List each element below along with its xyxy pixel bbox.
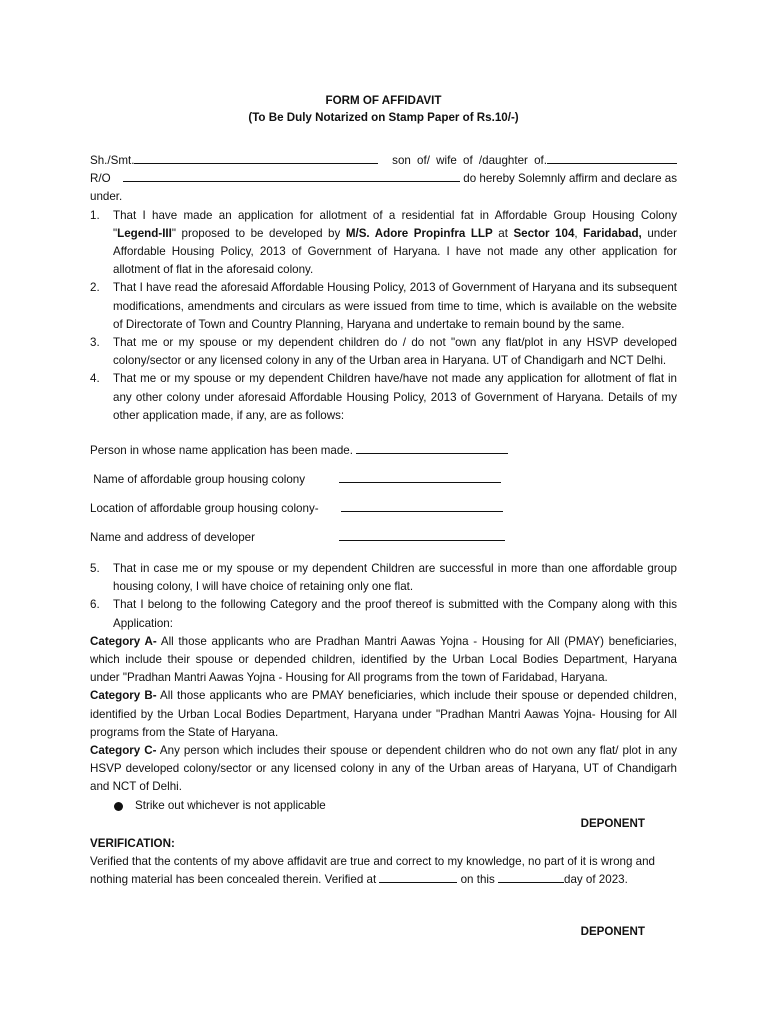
strike-out-note: Strike out whichever is not applicable xyxy=(90,797,677,815)
developer-blank[interactable] xyxy=(339,529,505,541)
category-b: Category B- All those applicants who are PMAY beneficiaries, which include their spouse or depended children, identified by the Urban Local Bodies Department, Haryana under "Pradhan Mantri Aawas Yojna- Housing for All programs from the State of Haryana. xyxy=(90,689,677,739)
category-a: Category A- All those applicants who are Pradhan Mantri Aawas Yojna - Housing for All (PMAY) beneficiaries, which include their spouse or depended children, identified by the Urban Local Bodies Department, Haryana under "Pradhan Mantri Aawas Yojna - Housing for All programs from the town of Faridabad, Haryana. xyxy=(90,634,677,685)
deponent-label-2: DEPONENT xyxy=(580,925,645,939)
declaration-list xyxy=(90,207,677,425)
colony-name: Legend-III xyxy=(117,226,172,240)
field-colony-name: Name of affordable group housing colony xyxy=(90,471,677,489)
intro-sh-smt-label: Sh./Smt. xyxy=(90,154,135,167)
colony-name-blank[interactable] xyxy=(339,471,501,483)
field-developer: Name and address of developer xyxy=(90,529,677,547)
declaration-item-3: 3. That me or my spouse or my dependent children do / do not "own any flat/plot in any HSVP developed colony/sector or any licensed colony in any of the Urban area in Haryana. UT of Chandigarh and NCT Delhi. xyxy=(90,336,677,368)
application-details-fields xyxy=(90,442,677,547)
title-line-1: FORM OF AFFIDAVIT xyxy=(325,94,442,107)
deponent-label-1: DEPONENT xyxy=(580,816,645,830)
intro-affirm-text: do hereby Solemnly affirm and declare as xyxy=(463,172,677,186)
field-colony-location: Location of affordable group housing colony- xyxy=(90,500,677,518)
verification-section xyxy=(90,835,677,889)
verification-heading: VERIFICATION: xyxy=(90,836,175,850)
document-title xyxy=(90,92,677,126)
declaration-item-6: 6. That I belong to the following Category and the proof thereof is submitted with the Company along with this Application: xyxy=(90,598,677,630)
sector-name: Sector 104 xyxy=(513,226,575,240)
category-list xyxy=(90,633,677,797)
developer-name: M/S. Adore Propinfra LLP xyxy=(345,226,493,240)
declaration-item-4: 4. That me or my spouse or my dependent Children have/have not made any application for allotment of flat in any other colony under aforesaid Affordable Housing Policy, 2013 of Government of Haryana. Details of my other application made, if any, are as follows: xyxy=(90,372,677,422)
intro-block xyxy=(90,152,677,207)
name-blank[interactable] xyxy=(134,152,378,164)
declaration-item-1: 1. That I have made an application for allotment of a residential fat in Affordable Group Housing Colony "Legend-III" proposed to be developed by M/S. Adore Propinfra LLP at Sector 104, Faridabad, under Affordable Housing Policy, 2013 of Government of Haryana. I have not made any other application for allotment of flat in the aforesaid colony. xyxy=(90,208,677,277)
field-applicant-name: Person in whose name application has been made. xyxy=(90,442,677,460)
bullet-icon xyxy=(114,802,123,811)
day-blank[interactable] xyxy=(498,871,564,883)
intro-relation-label: son of/ wife of /daughter of. xyxy=(392,154,547,167)
declaration-list-continued xyxy=(90,560,677,633)
declaration-item-2: 2. That I have read the aforesaid Affordable Housing Policy, 2013 of Government of Haryana and its subsequent modifications, amendments and circulars as were issued from time to time, which is available on the website of Directorate of Town and Country Planning, Haryana and undertake to remain bound by the same. xyxy=(90,281,677,331)
title-line-2: (To Be Duly Notarized on Stamp Paper of Rs.10/-) xyxy=(248,111,519,124)
intro-ro-label: R/O xyxy=(90,172,111,186)
residence-blank[interactable] xyxy=(123,170,460,182)
applicant-name-blank[interactable] xyxy=(356,442,508,454)
affidavit-page xyxy=(90,92,677,941)
colony-location-blank[interactable] xyxy=(341,500,503,512)
verification-line-1: Verified that the contents of my above affidavit are true and correct to my knowledge, no part of it is wrong and xyxy=(90,854,655,868)
declaration-item-5: 5. That in case me or my spouse or my dependent Children are successful in more than one affordable group housing colony, I will have choice of retaining only one flat. xyxy=(90,562,677,594)
intro-under: under. xyxy=(90,190,123,204)
verified-at-blank[interactable] xyxy=(379,871,457,883)
city-name: Faridabad, xyxy=(583,226,642,240)
category-c: Category C- Any person which includes their spouse or dependent children who do not own any flat/ plot in any HSVP developed colony/sector or any licensed colony in any of the Urban areas of Haryana, UT of Chandigarh and NCT of Delhi. xyxy=(90,744,677,794)
verification-line-2: nothing material has been concealed therein. Verified at on this day of 2023. xyxy=(90,872,628,886)
parent-name-blank[interactable] xyxy=(547,152,677,164)
